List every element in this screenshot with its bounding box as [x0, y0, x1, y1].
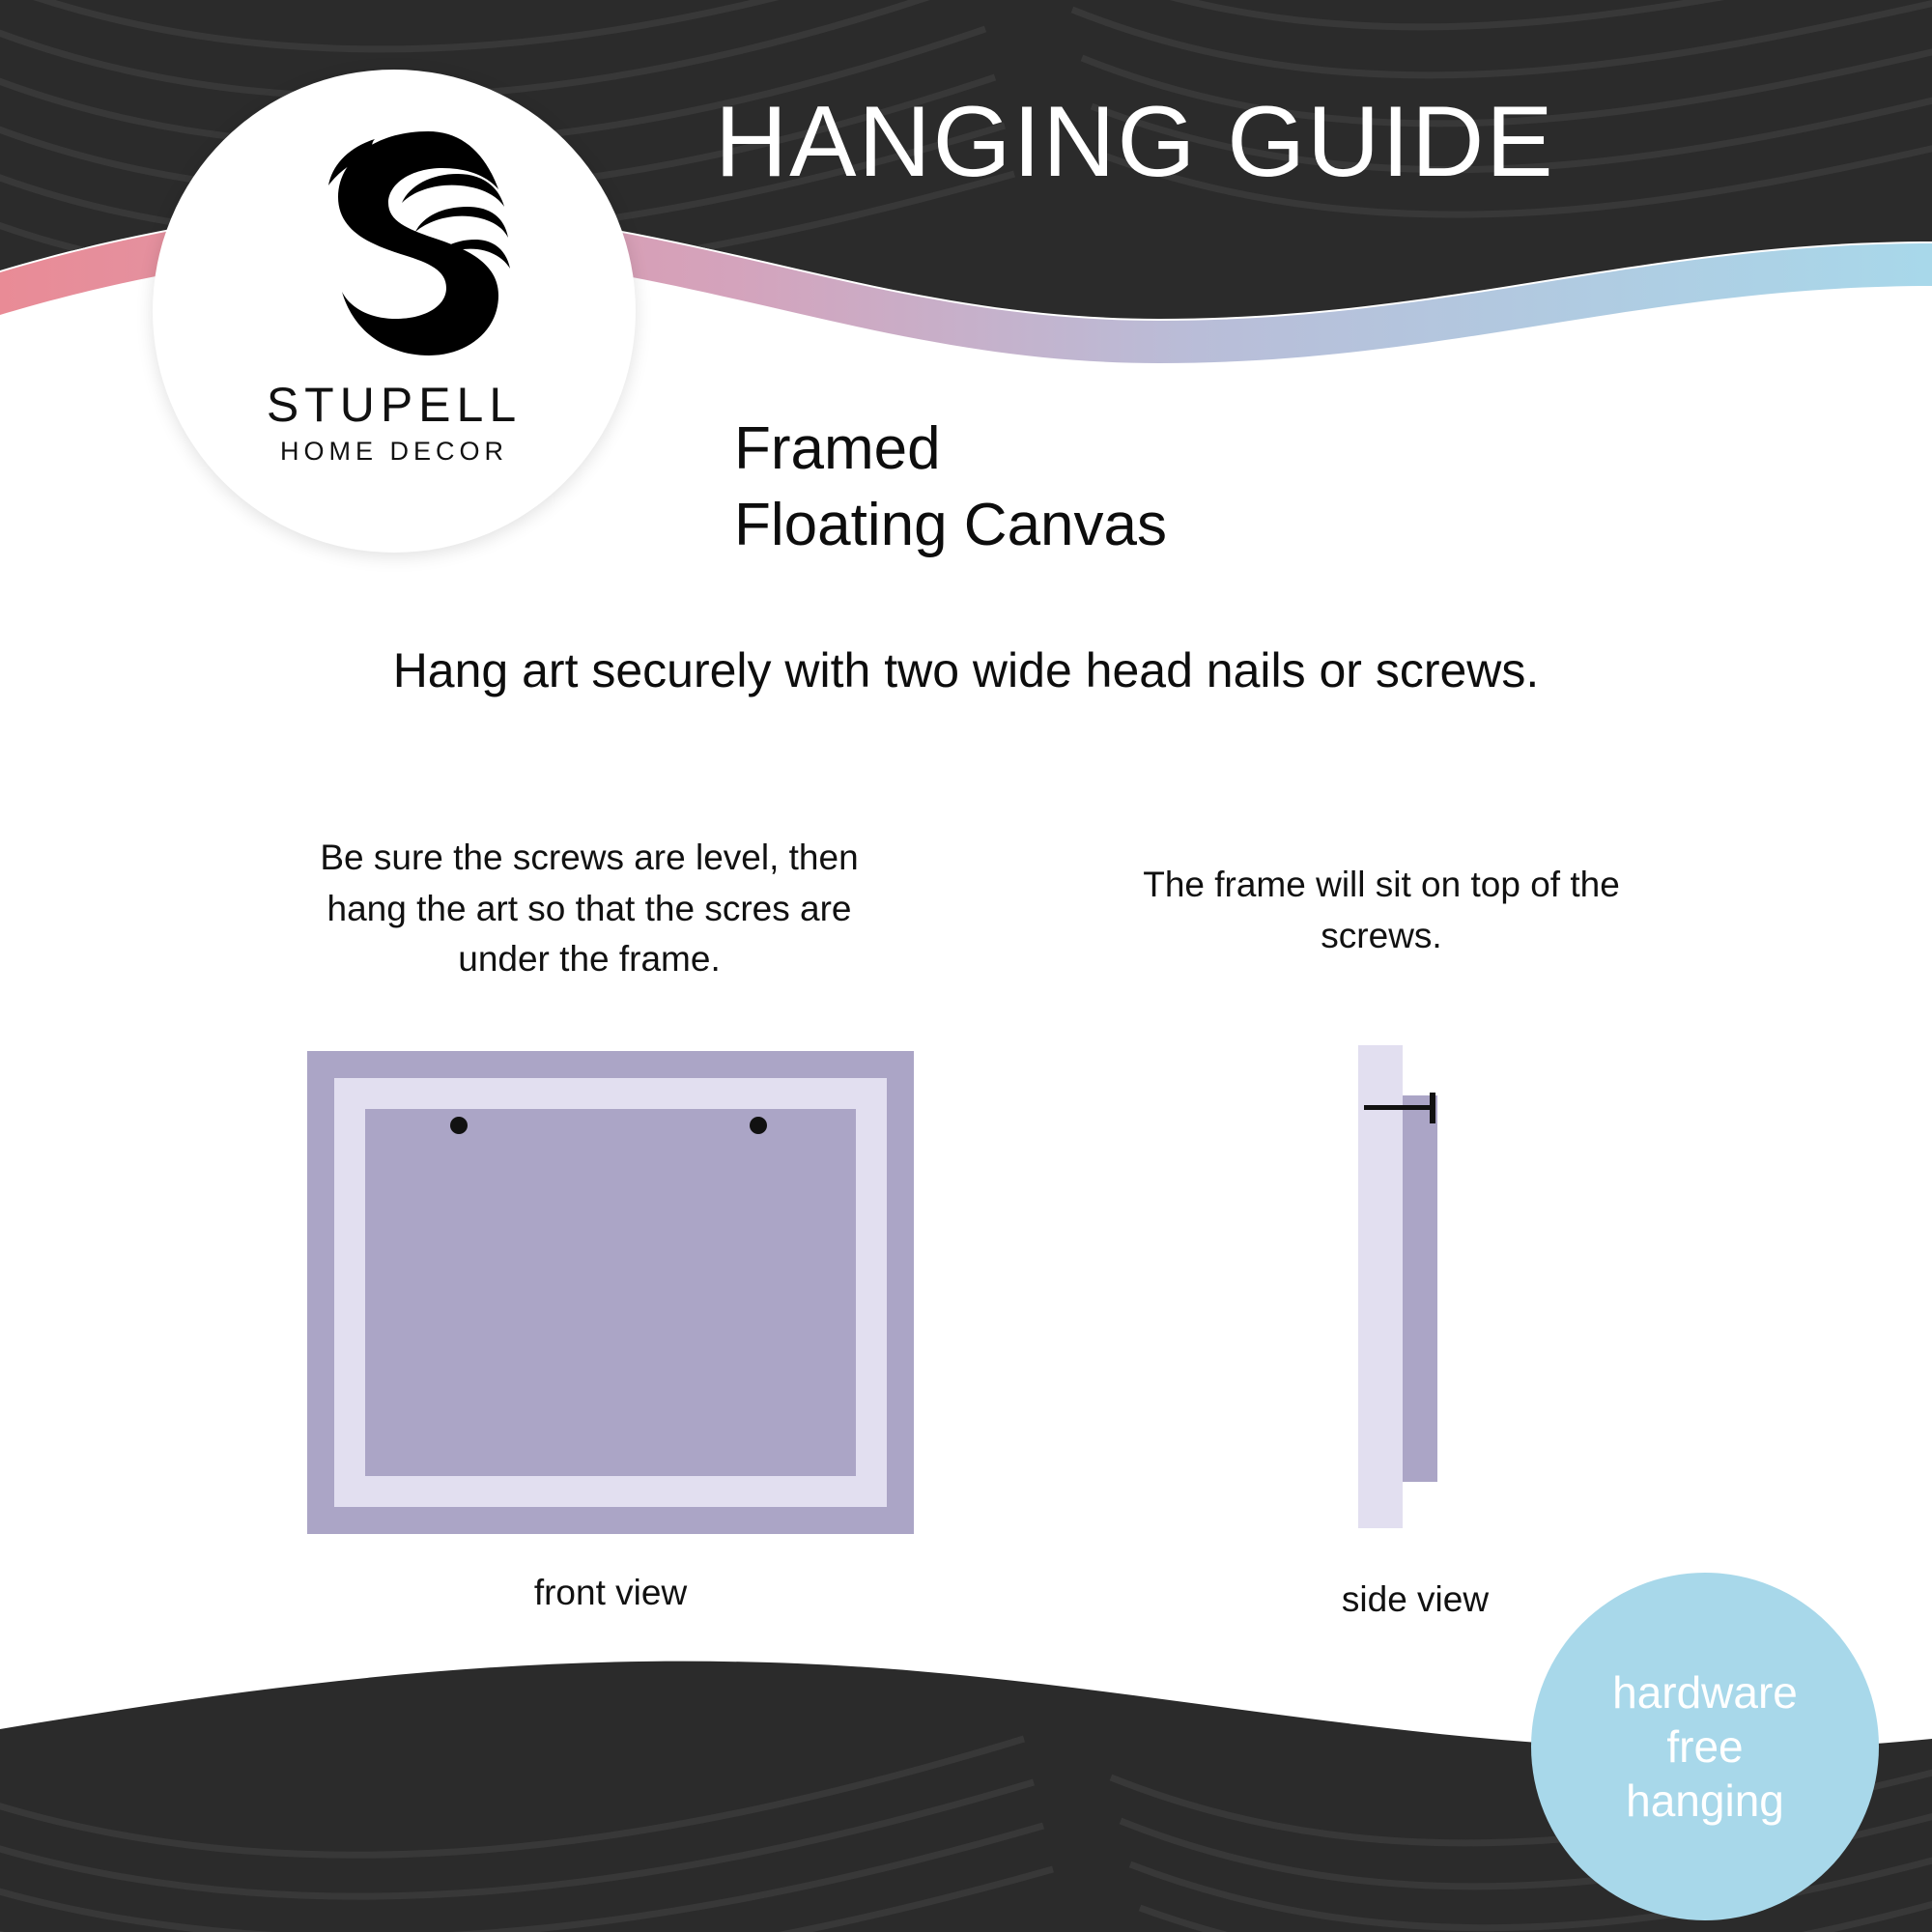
- stupell-swirl-logo-icon: [269, 118, 520, 369]
- badge-line-3: hanging: [1626, 1776, 1784, 1827]
- side-view-diagram: [1352, 1045, 1478, 1528]
- product-name: [734, 411, 1167, 564]
- screw-dot-left-icon: [450, 1117, 468, 1134]
- logo-wordmark: STUPELL: [266, 378, 523, 432]
- front-view-label: front view: [533, 1573, 688, 1612]
- page-title: HANGING GUIDE: [715, 86, 1555, 198]
- wall-surface: [1358, 1045, 1403, 1528]
- front-view-diagram: [307, 1051, 914, 1534]
- frame-side-profile: [1403, 1095, 1437, 1482]
- logo-tagline: HOME DECOR: [279, 437, 508, 466]
- badge-line-1: hardware: [1612, 1666, 1798, 1718]
- badge-line-2: free: [1666, 1720, 1744, 1772]
- hardware-free-hanging-badge: [1531, 1573, 1879, 1920]
- side-view-caption: The frame will sit on top of the screws.: [1143, 865, 1620, 955]
- product-name-line2: Floating Canvas: [734, 492, 1168, 559]
- front-view-caption: Be sure the screws are level, then hang the art so that the scres are under the frame.: [320, 838, 859, 980]
- screw-shaft-icon: [1364, 1105, 1434, 1110]
- screw-dot-right-icon: [750, 1117, 767, 1134]
- canvas-face: [365, 1109, 856, 1476]
- side-view-label: side view: [1341, 1579, 1490, 1619]
- brand-logo-badge: [153, 70, 636, 553]
- product-name-line1: Framed: [734, 415, 941, 482]
- main-instruction: Hang art securely with two wide head nails or screws.: [392, 643, 1540, 697]
- screw-head-icon: [1430, 1093, 1435, 1123]
